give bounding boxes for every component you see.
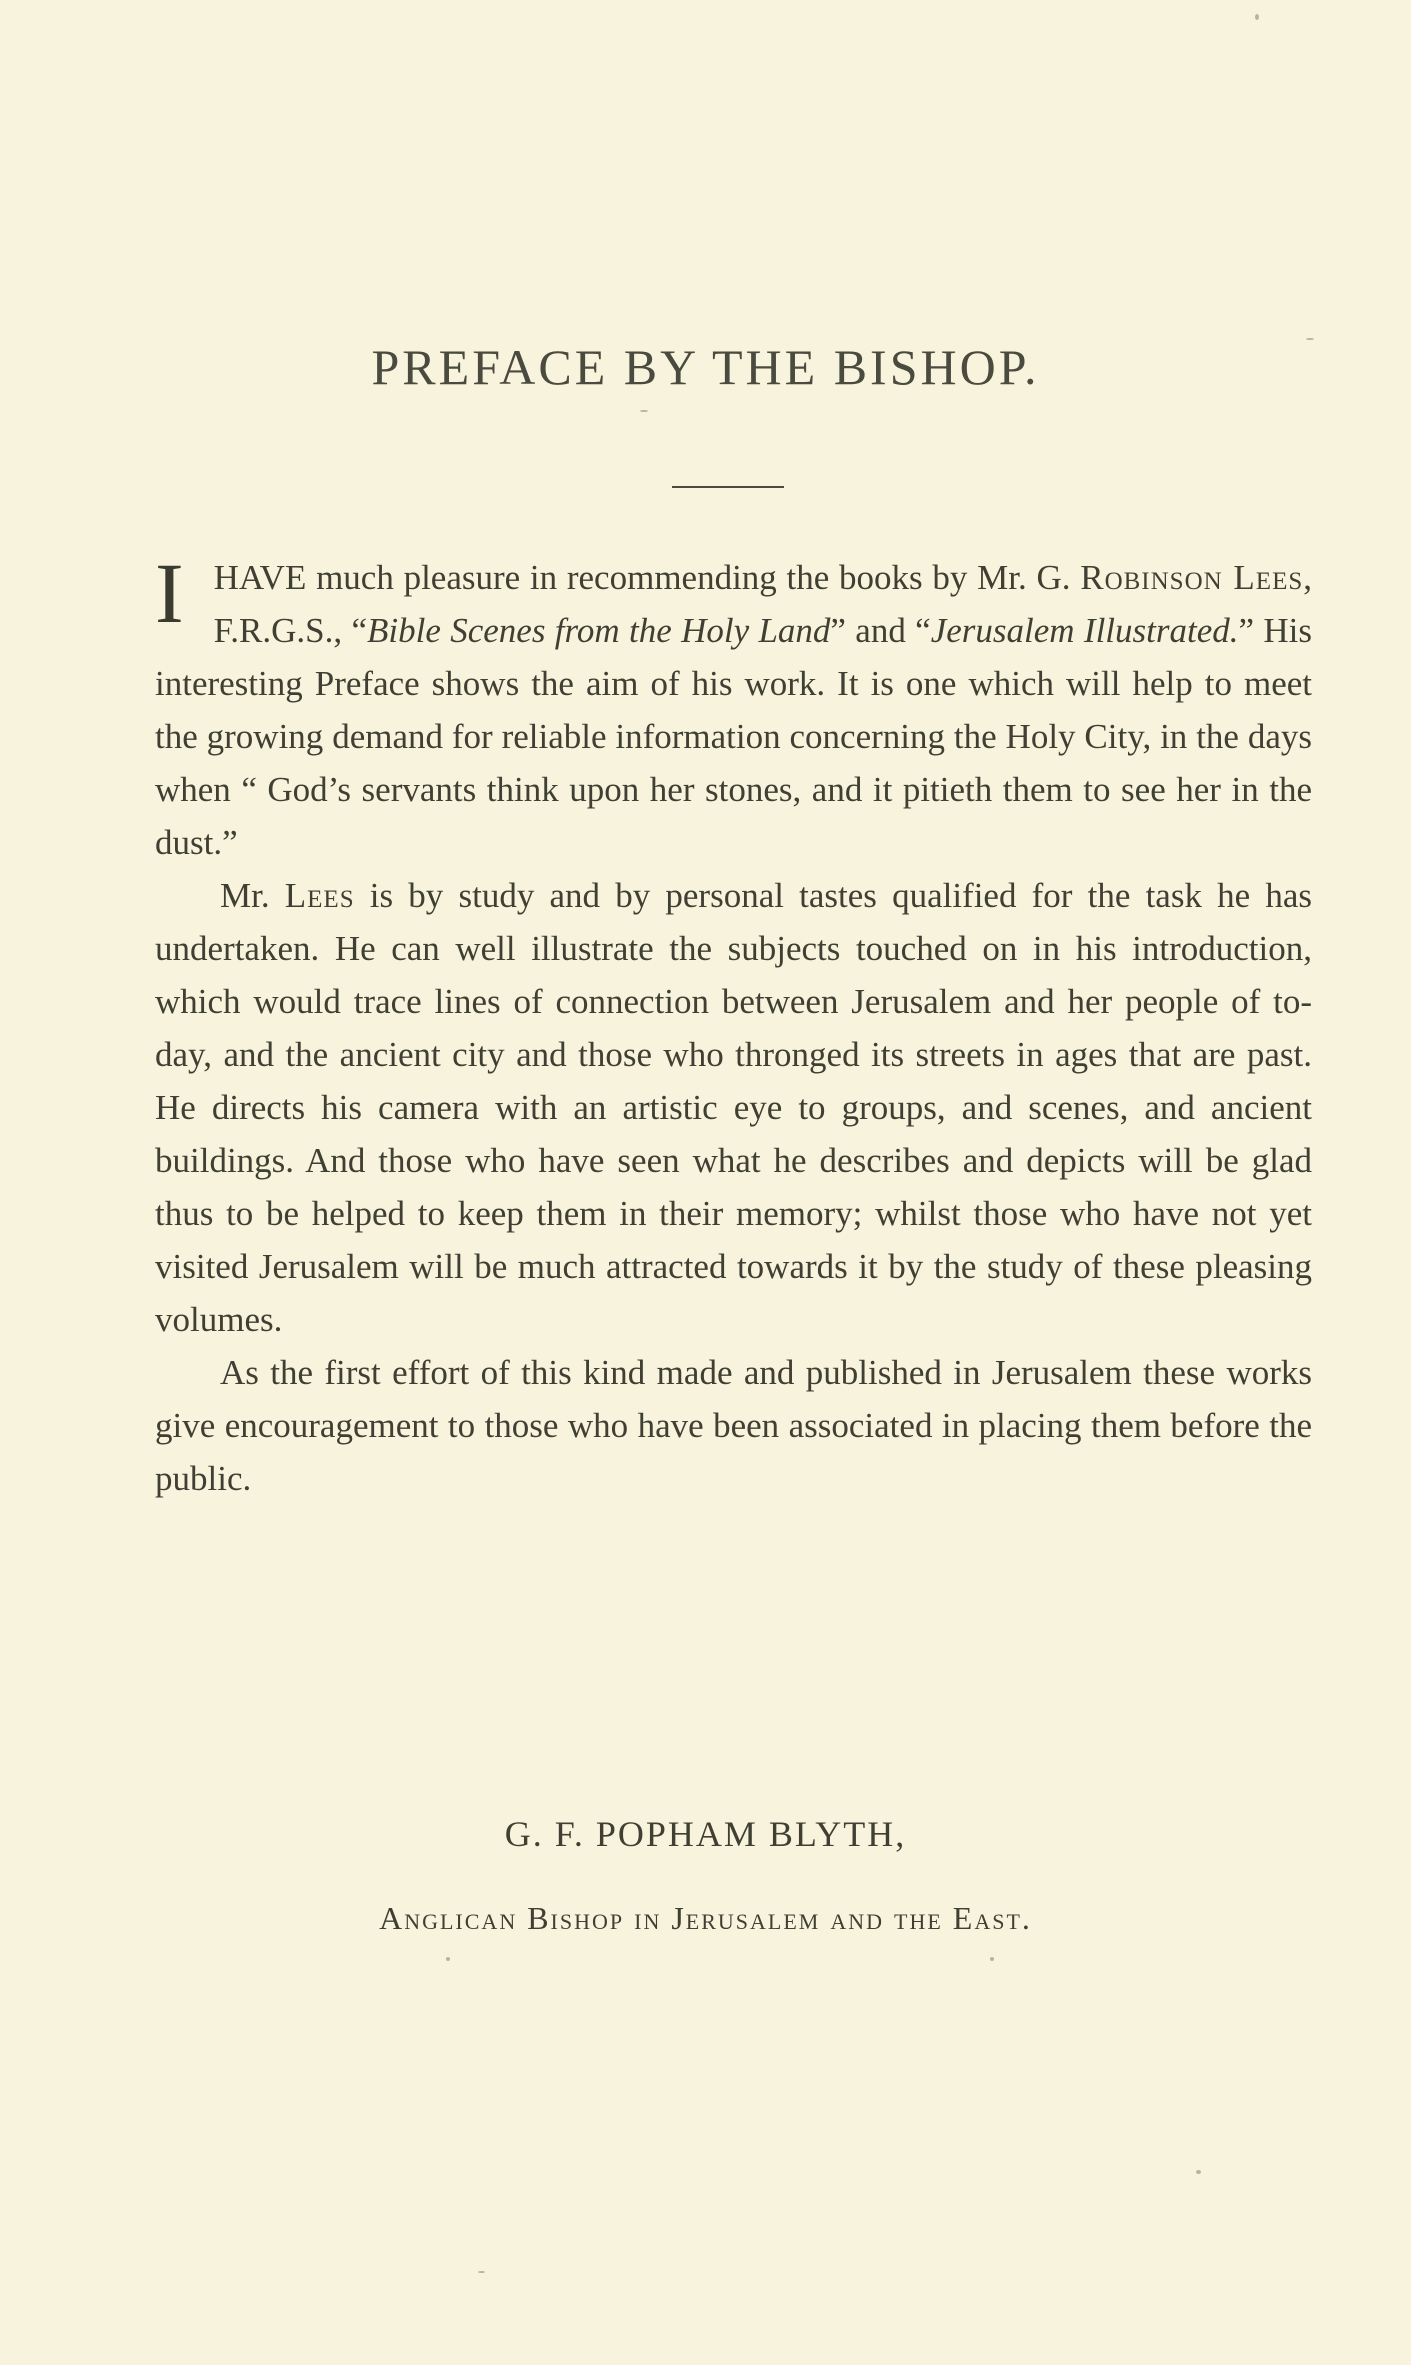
paragraph-3: As the first effort of this kind made and published in Jerusalem these works give encouragement to those who have been associated in placing them before the public. — [155, 1353, 1312, 1498]
paper-speck — [1306, 338, 1314, 340]
page-title: PREFACE BY THE BISHOP. — [371, 339, 1040, 395]
paper-speck — [1255, 14, 1259, 20]
paragraph-1-lead: HAVE much pleasure in recommending the books by Mr. G. — [213, 558, 1081, 597]
paper-speck — [640, 410, 648, 412]
paper-speck — [990, 1957, 994, 1961]
preface-body — [155, 545, 1312, 1505]
paragraph-1-between: ” and “ — [830, 611, 931, 650]
signature-name: G. F. POPHAM BLYTH, — [504, 1814, 907, 1854]
author-surname: Lees — [284, 876, 355, 915]
paper-speck — [446, 1957, 450, 1961]
paragraph-1-after-name: , F.R.G.S., “ — [213, 558, 1312, 650]
paper-speck — [478, 2271, 485, 2273]
paragraph-2-rest: is by study and by personal tastes qualified for the task he has undertaken. He can well illustrate the subjects touched on in his introduction, which would trace lines of connection between Jerusalem and her people of to-day, and the ancient city and those who thronged its streets in ages that are past. He directs his camera with an artistic eye to groups, and scenes, and ancient buildings. And those who have seen what he describes and depicts will be glad thus to be helped to keep them in their memory; whilst those who have not yet visited Jerusalem will be much attracted towards it by the study of these pleasing volumes. — [155, 876, 1312, 1339]
author-name: Robinson Lees — [1080, 558, 1304, 597]
title-divider-rule — [672, 486, 784, 488]
paragraph-2 — [155, 869, 1312, 1346]
book-title-2: Jerusalem Illustrated. — [930, 611, 1239, 650]
paragraph-2-lead: Mr. — [220, 876, 285, 915]
paragraph-1-rest: ” His interesting Preface shows the aim of his work. It is one which will help to meet the growing demand for reliable information concerning the Holy City, in the days when “ God’s servants think upon her stones, and it pitieth them to see her in the dust.” — [155, 611, 1312, 862]
paper-speck — [1196, 2170, 1201, 2174]
paragraph-1 — [155, 545, 1312, 869]
book-title-1: Bible Scenes from the Holy Land — [367, 611, 831, 650]
signature-title: Anglican Bishop in Jerusalem and the East. — [379, 1900, 1032, 1936]
drop-cap: I — [155, 545, 184, 641]
